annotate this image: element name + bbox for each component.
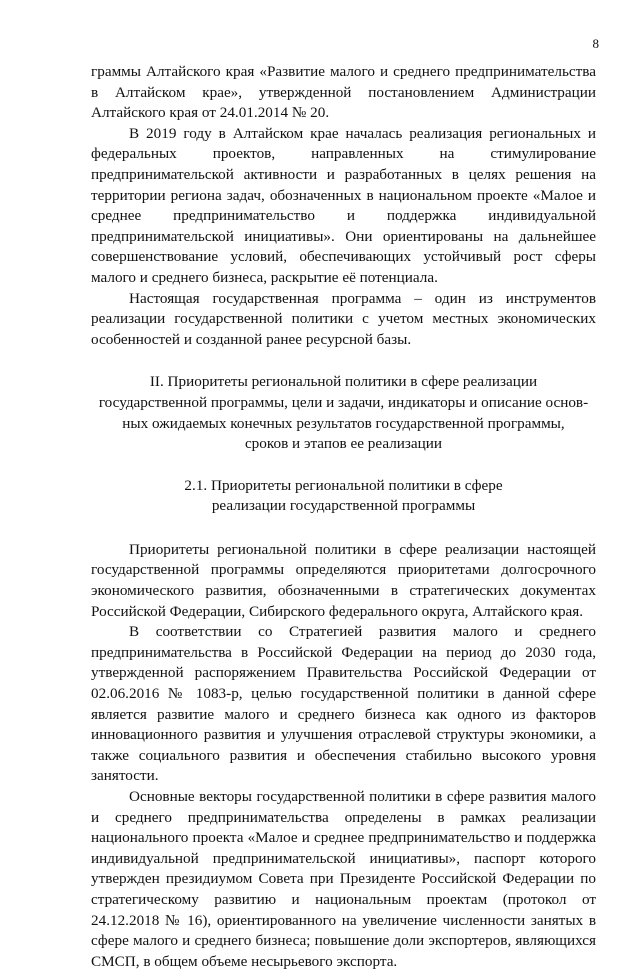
- subsection-heading-line: реализации государственной программы: [211, 497, 476, 515]
- section-heading-line: государственной программы, цели и задачи, индикаторы и описание основ-: [98, 393, 589, 411]
- subsection-heading-line: 2.1. Приоритеты региональной политики в сфере: [184, 476, 503, 494]
- section-heading-line: сроков и этапов ее реализации: [244, 435, 443, 453]
- subsection-heading: [91, 476, 596, 517]
- paragraph: Основные векторы государственной политики в сфере развития малого и среднего предпринимательства определены в рамках реализации национального проекта «Малое и среднее предпринимательство и поддержка индивидуальной предпринимательской инициативы», паспорт которого утвержден президиумом Совета при Президенте Российской Федерации по стратегическому развитию и национальным проектам (протокол от 24.12.2018 № 16), ориентированного на увеличение численности занятых в сфере малого и среднего бизнеса; повышение доли экспортеров, являющихся СМСП, в общем объеме несырьевого экспорта.: [91, 788, 596, 970]
- document-body: [91, 62, 596, 972]
- section-heading-line: II. Приоритеты региональной политики в сфере реализации: [149, 373, 538, 391]
- paragraph: Приоритеты региональной политики в сфере реализации настоящей государственной программы определяются приоритетами долгосрочного экономического развития, обозначенными в стратегических документах Российской Федерации, Сибирского федерального округа, Алтайского края.: [91, 540, 596, 620]
- paragraph: Настоящая государственная программа – один из инструментов реализации государственной политики с учетом местных экономических особенностей и созданной ранее ресурсной базы.: [91, 289, 596, 348]
- paragraph: В 2019 году в Алтайском крае началась реализация региональных и федеральных проектов, направленных на стимулирование предпринимательской активности и разработанных в целях решения на территории региона задач, обозначенных в национальном проекте «Малое и среднее предпринимательство и поддержка индивидуальной предпринимательской инициативы». Они ориентированы на дальнейшее совершенствование условий, обеспечивающих устойчивый рост сферы малого и среднего бизнеса, раскрытие её потенциала.: [91, 124, 596, 286]
- paragraph: В соответствии со Стратегией развития малого и среднего предпринимательства в Российской Федерации на период до 2030 года, утвержденной распоряжением Правительства Российской Федерации от 02.06.2016 № 1083-р, целью государственной политики в данной сфере является развитие малого и среднего бизнеса как одного из факторов инновационного развития и улучшения отраслевой структуры экономики, а также социального развития и обеспечения стабильно высокого уровня занятости.: [91, 623, 596, 785]
- section-heading: [91, 372, 596, 454]
- page-number: 8: [592, 36, 599, 51]
- section-heading-line: ных ожидаемых конечных результатов государственной программы,: [122, 414, 565, 432]
- paragraph-continuation: граммы Алтайского края «Развитие малого и среднего предпринимательства в Алтайском крае», утвержденной постановлением Администрации Алтайского края от 24.01.2014 № 20.: [91, 63, 596, 122]
